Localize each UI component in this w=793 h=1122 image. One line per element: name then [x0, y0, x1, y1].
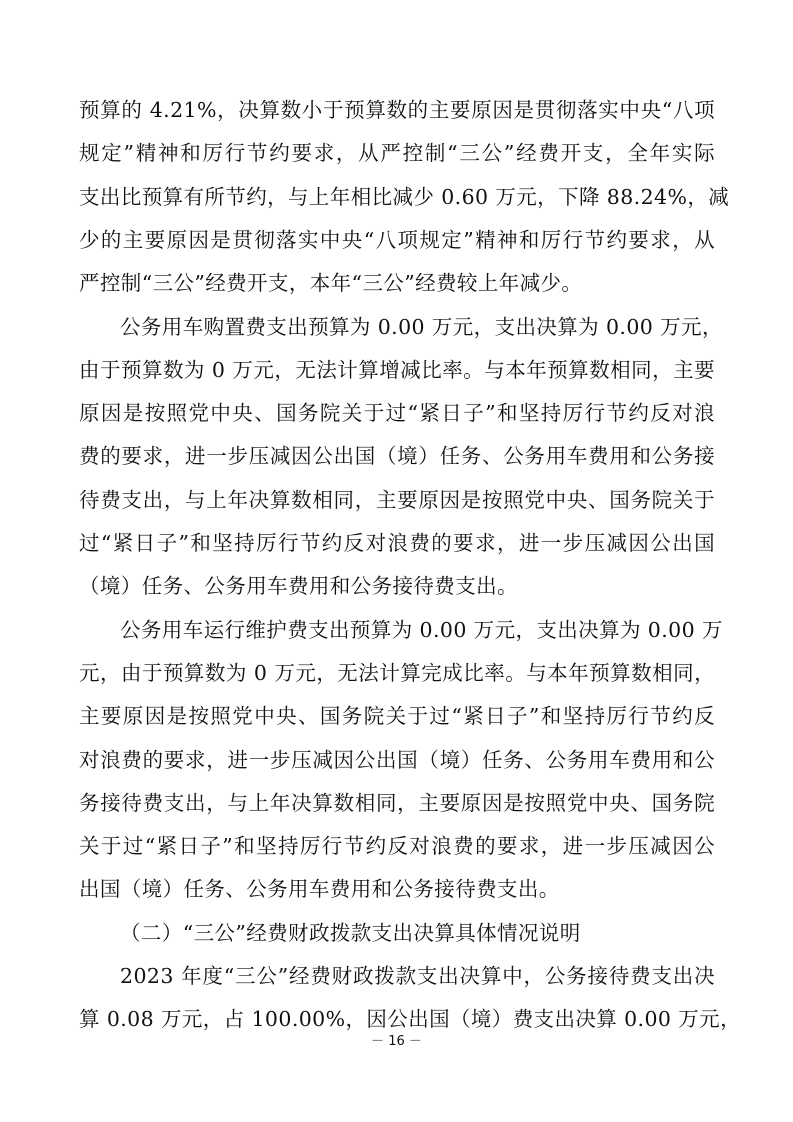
paragraph-1-line-2: 规定”精神和厉行节约要求，从严控制“三公”经费开支，全年实际: [79, 141, 715, 166]
paragraph-1-line-5: 严控制“三公”经费开支，本年“三公”经费较上年减少。: [79, 271, 583, 296]
paragraph-1-line-4: 少的主要原因是贯彻落实中央“八项规定”精神和厉行节约要求，从: [79, 227, 715, 252]
paragraph-3-line-3: 主要原因是按照党中央、国务院关于过“紧日子”和坚持厉行节约反: [79, 704, 715, 729]
paragraph-1-line-1: 预算的 4.21%，决算数小于预算数的主要原因是贯彻落实中央“八项: [79, 98, 715, 122]
paragraph-4-line-2: 算 0.08 万元，占 100.00%，因公出国（境）费支出决算 0.00 万元，: [79, 1007, 741, 1032]
paragraph-2-line-3: 原因是按照党中央、国务院关于过“紧日子”和坚持厉行节约反对浪: [79, 401, 715, 426]
paragraph-3-line-2: 元，由于预算数为 0 万元，无法计算完成比率。与本年预算数相同，: [79, 660, 715, 685]
paragraph-4-line-1: 2023 年度“三公”经费财政拨款支出决算中，公务接待费支出决: [120, 964, 715, 988]
paragraph-2-line-7: （境）任务、公务用车费用和公务接待费支出。: [79, 574, 518, 599]
paragraph-2-line-6: 过“紧日子”和坚持厉行节约反对浪费的要求，进一步压减因公出国: [79, 531, 715, 555]
paragraph-3-line-4: 对浪费的要求，进一步压减因公出国（境）任务、公务用车费用和公: [79, 747, 715, 772]
paragraph-2-line-5: 待费支出，与上年决算数相同，主要原因是按照党中央、国务院关于: [79, 487, 715, 512]
paragraph-2-line-2: 由于预算数为 0 万元，无法计算增减比率。与本年预算数相同，主要: [79, 357, 715, 382]
paragraph-2-line-1: 公务用车购置费支出预算为 0.00 万元，支出决算为 0.00 万元，: [120, 314, 723, 339]
page-number: － 16 －: [371, 1034, 422, 1049]
paragraph-2-line-4: 费的要求，进一步压减因公出国（境）任务、公务用车费用和公务接: [79, 444, 715, 469]
paragraph-3-line-7: 出国（境）任务、公务用车费用和公务接待费支出。: [79, 877, 560, 902]
paragraph-1-line-3: 支出比预算有所节约，与上年相比减少 0.60 万元，下降 88.24%，减: [79, 184, 730, 209]
paragraph-3-line-6: 关于过“紧日子”和坚持厉行节约反对浪费的要求，进一步压减因公: [79, 834, 715, 859]
section-heading: （二）“三公”经费财政拨款支出决算具体情况说明: [120, 920, 581, 945]
paragraph-3-line-1: 公务用车运行维护费支出预算为 0.00 万元，支出决算为 0.00 万: [120, 617, 723, 642]
paragraph-3-line-5: 务接待费支出，与上年决算数相同，主要原因是按照党中央、国务院: [79, 790, 715, 815]
